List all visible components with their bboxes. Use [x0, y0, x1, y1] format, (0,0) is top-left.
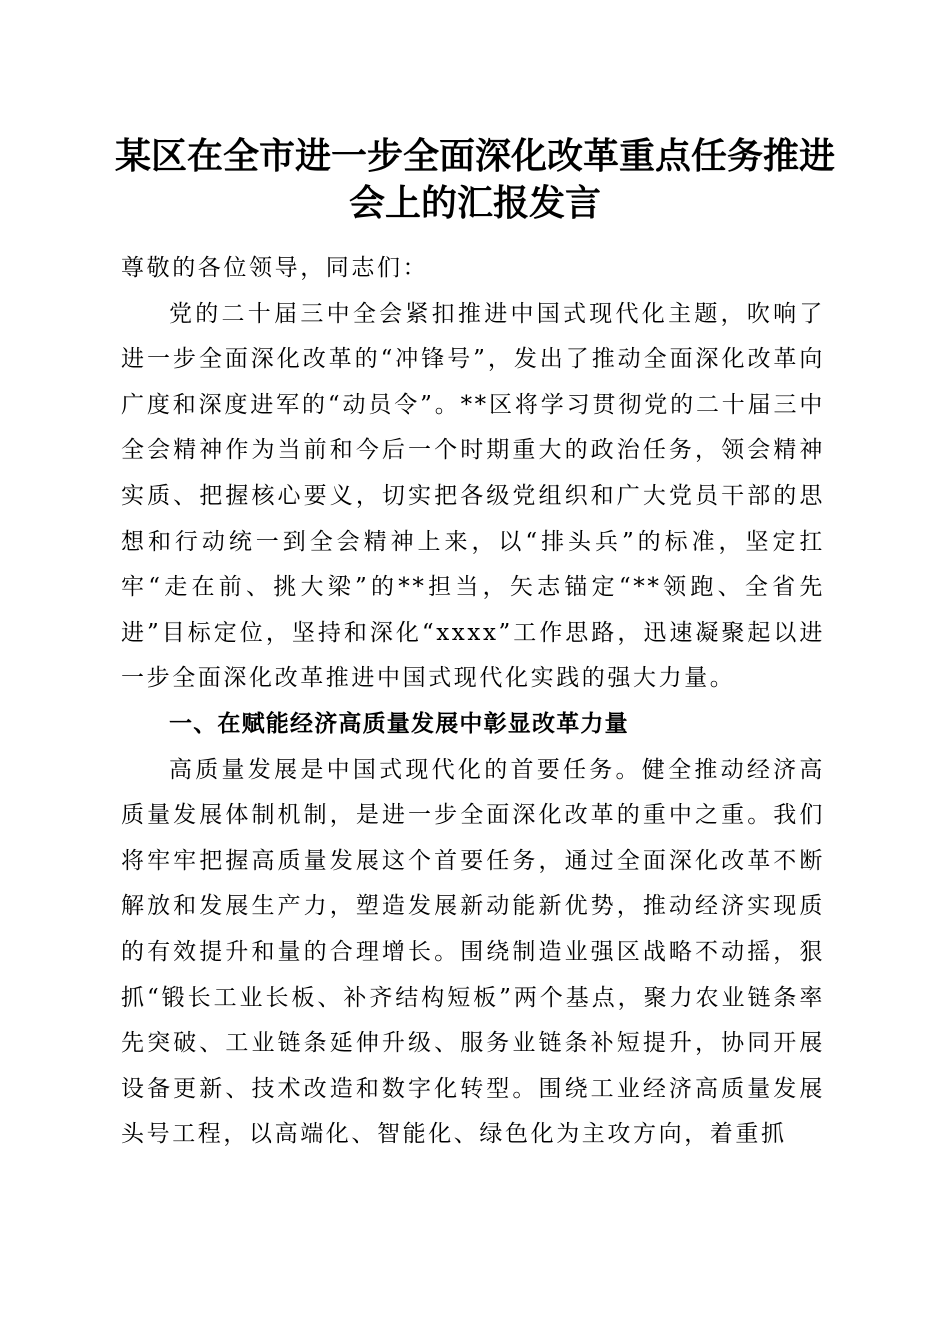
section-heading-1: 一、在赋能经济高质量发展中彰显改革力量 [169, 710, 629, 737]
paragraph-intro: 党的二十届三中全会紧扣推进中国式现代化主题，吹响了进一步全面深化改革的“冲锋号”，发出了推动全面深化改革向广度和深度进军的“动员令”。**区将学习贯彻党的二十届三中全会精神作为当前和今后一个时期重大的政治任务，领会精神实质、把握核心要义，切实把各级党组织和广大党员干部的思想和行动统一到全会精神上来，以“排头兵”的标准，坚定扛牢“走在前、挑大梁”的**担当，矢志锚定“**领跑、全省先进”目标定位，坚持和深化“xxxx”工作思路，迅速凝聚起以进一步全面深化改革推进中国式现代化实践的强大力量。 [121, 300, 825, 692]
document-title: 某区在全市进一步全面深化改革重点任务推进会上的汇报发言 [114, 135, 835, 224]
document-body [121, 246, 825, 1158]
paragraph-section-1: 高质量发展是中国式现代化的首要任务。健全推动经济高质量发展体制机制，是进一步全面深化改革的重中之重。我们将牢牢把握高质量发展这个首要任务，通过全面深化改革不断解放和发展生产力，塑造发展新动能新优势，推动经济实现质的有效提升和量的合理增长。围绕制造业强区战略不动摇，狠抓“锻长工业长板、补齐结构短板”两个基点，聚力农业链条率先突破、工业链条延伸升级、服务业链条补短提升，协同开展设备更新、技术改造和数字化转型。围绕工业经济高质量发展头号工程，以高端化、智能化、绿色化为主攻方向，着重抓 [121, 756, 825, 1148]
salutation: 尊敬的各位领导，同志们： [121, 255, 429, 281]
